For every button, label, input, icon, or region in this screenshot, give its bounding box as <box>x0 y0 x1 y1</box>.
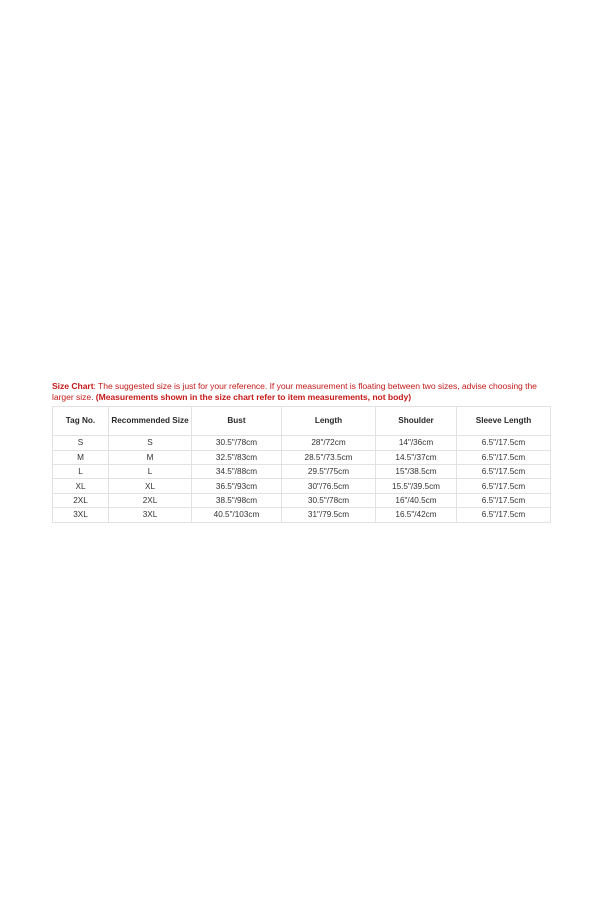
size-chart-advice: : The suggested size is just for your reference. If your measurement is floating between two sizes, advise choosing the larger size. <box>52 381 537 402</box>
size-chart-intro <box>52 381 550 402</box>
cell-shoulder: 14.5"/37cm <box>376 450 457 464</box>
cell-length: 29.5"/75cm <box>282 464 376 478</box>
cell-bust: 34.5"/88cm <box>192 464 282 478</box>
cell-recommended-size: M <box>109 450 192 464</box>
header-recommended-size: Recommended Size <box>109 407 192 436</box>
size-chart-measurement-note: (Measurements shown in the size chart refer to item measurements, not body) <box>95 391 412 402</box>
cell-sleeve-length: 6.5"/17.5cm <box>457 450 551 464</box>
cell-recommended-size: 3XL <box>109 508 192 522</box>
cell-sleeve-length: 6.5"/17.5cm <box>457 464 551 478</box>
cell-shoulder: 14"/36cm <box>376 436 457 450</box>
header-bust: Bust <box>192 407 282 436</box>
cell-tag-no: L <box>53 464 109 478</box>
cell-sleeve-length: 6.5"/17.5cm <box>457 493 551 507</box>
header-tag-no: Tag No. <box>53 407 109 436</box>
cell-length: 30.5"/78cm <box>282 493 376 507</box>
cell-shoulder: 15.5"/39.5cm <box>376 479 457 493</box>
table-row <box>53 479 551 493</box>
cell-tag-no: 3XL <box>53 508 109 522</box>
size-chart-label: Size Chart <box>52 381 94 391</box>
cell-bust: 40.5"/103cm <box>192 508 282 522</box>
cell-shoulder: 15"/38.5cm <box>376 464 457 478</box>
cell-shoulder: 16"/40.5cm <box>376 493 457 507</box>
table-row <box>53 450 551 464</box>
cell-length: 28"/72cm <box>282 436 376 450</box>
cell-tag-no: S <box>53 436 109 450</box>
cell-recommended-size: S <box>109 436 192 450</box>
cell-bust: 32.5"/83cm <box>192 450 282 464</box>
cell-bust: 38.5"/98cm <box>192 493 282 507</box>
table-row <box>53 508 551 522</box>
table-row <box>53 436 551 450</box>
cell-length: 30"/76.5cm <box>282 479 376 493</box>
cell-shoulder: 16.5"/42cm <box>376 508 457 522</box>
cell-tag-no: M <box>53 450 109 464</box>
header-sleeve-length: Sleeve Length <box>457 407 551 436</box>
cell-tag-no: XL <box>53 479 109 493</box>
cell-sleeve-length: 6.5"/17.5cm <box>457 436 551 450</box>
cell-sleeve-length: 6.5"/17.5cm <box>457 508 551 522</box>
cell-bust: 30.5"/78cm <box>192 436 282 450</box>
cell-length: 31"/79.5cm <box>282 508 376 522</box>
cell-tag-no: 2XL <box>53 493 109 507</box>
cell-sleeve-length: 6.5"/17.5cm <box>457 479 551 493</box>
cell-bust: 36.5"/93cm <box>192 479 282 493</box>
cell-recommended-size: XL <box>109 479 192 493</box>
table-row <box>53 464 551 478</box>
header-length: Length <box>282 407 376 436</box>
cell-recommended-size: 2XL <box>109 493 192 507</box>
table-row <box>53 493 551 507</box>
cell-recommended-size: L <box>109 464 192 478</box>
size-table-header-row <box>53 407 551 436</box>
header-shoulder: Shoulder <box>376 407 457 436</box>
size-chart <box>52 381 550 523</box>
cell-length: 28.5"/73.5cm <box>282 450 376 464</box>
size-table <box>52 406 551 522</box>
